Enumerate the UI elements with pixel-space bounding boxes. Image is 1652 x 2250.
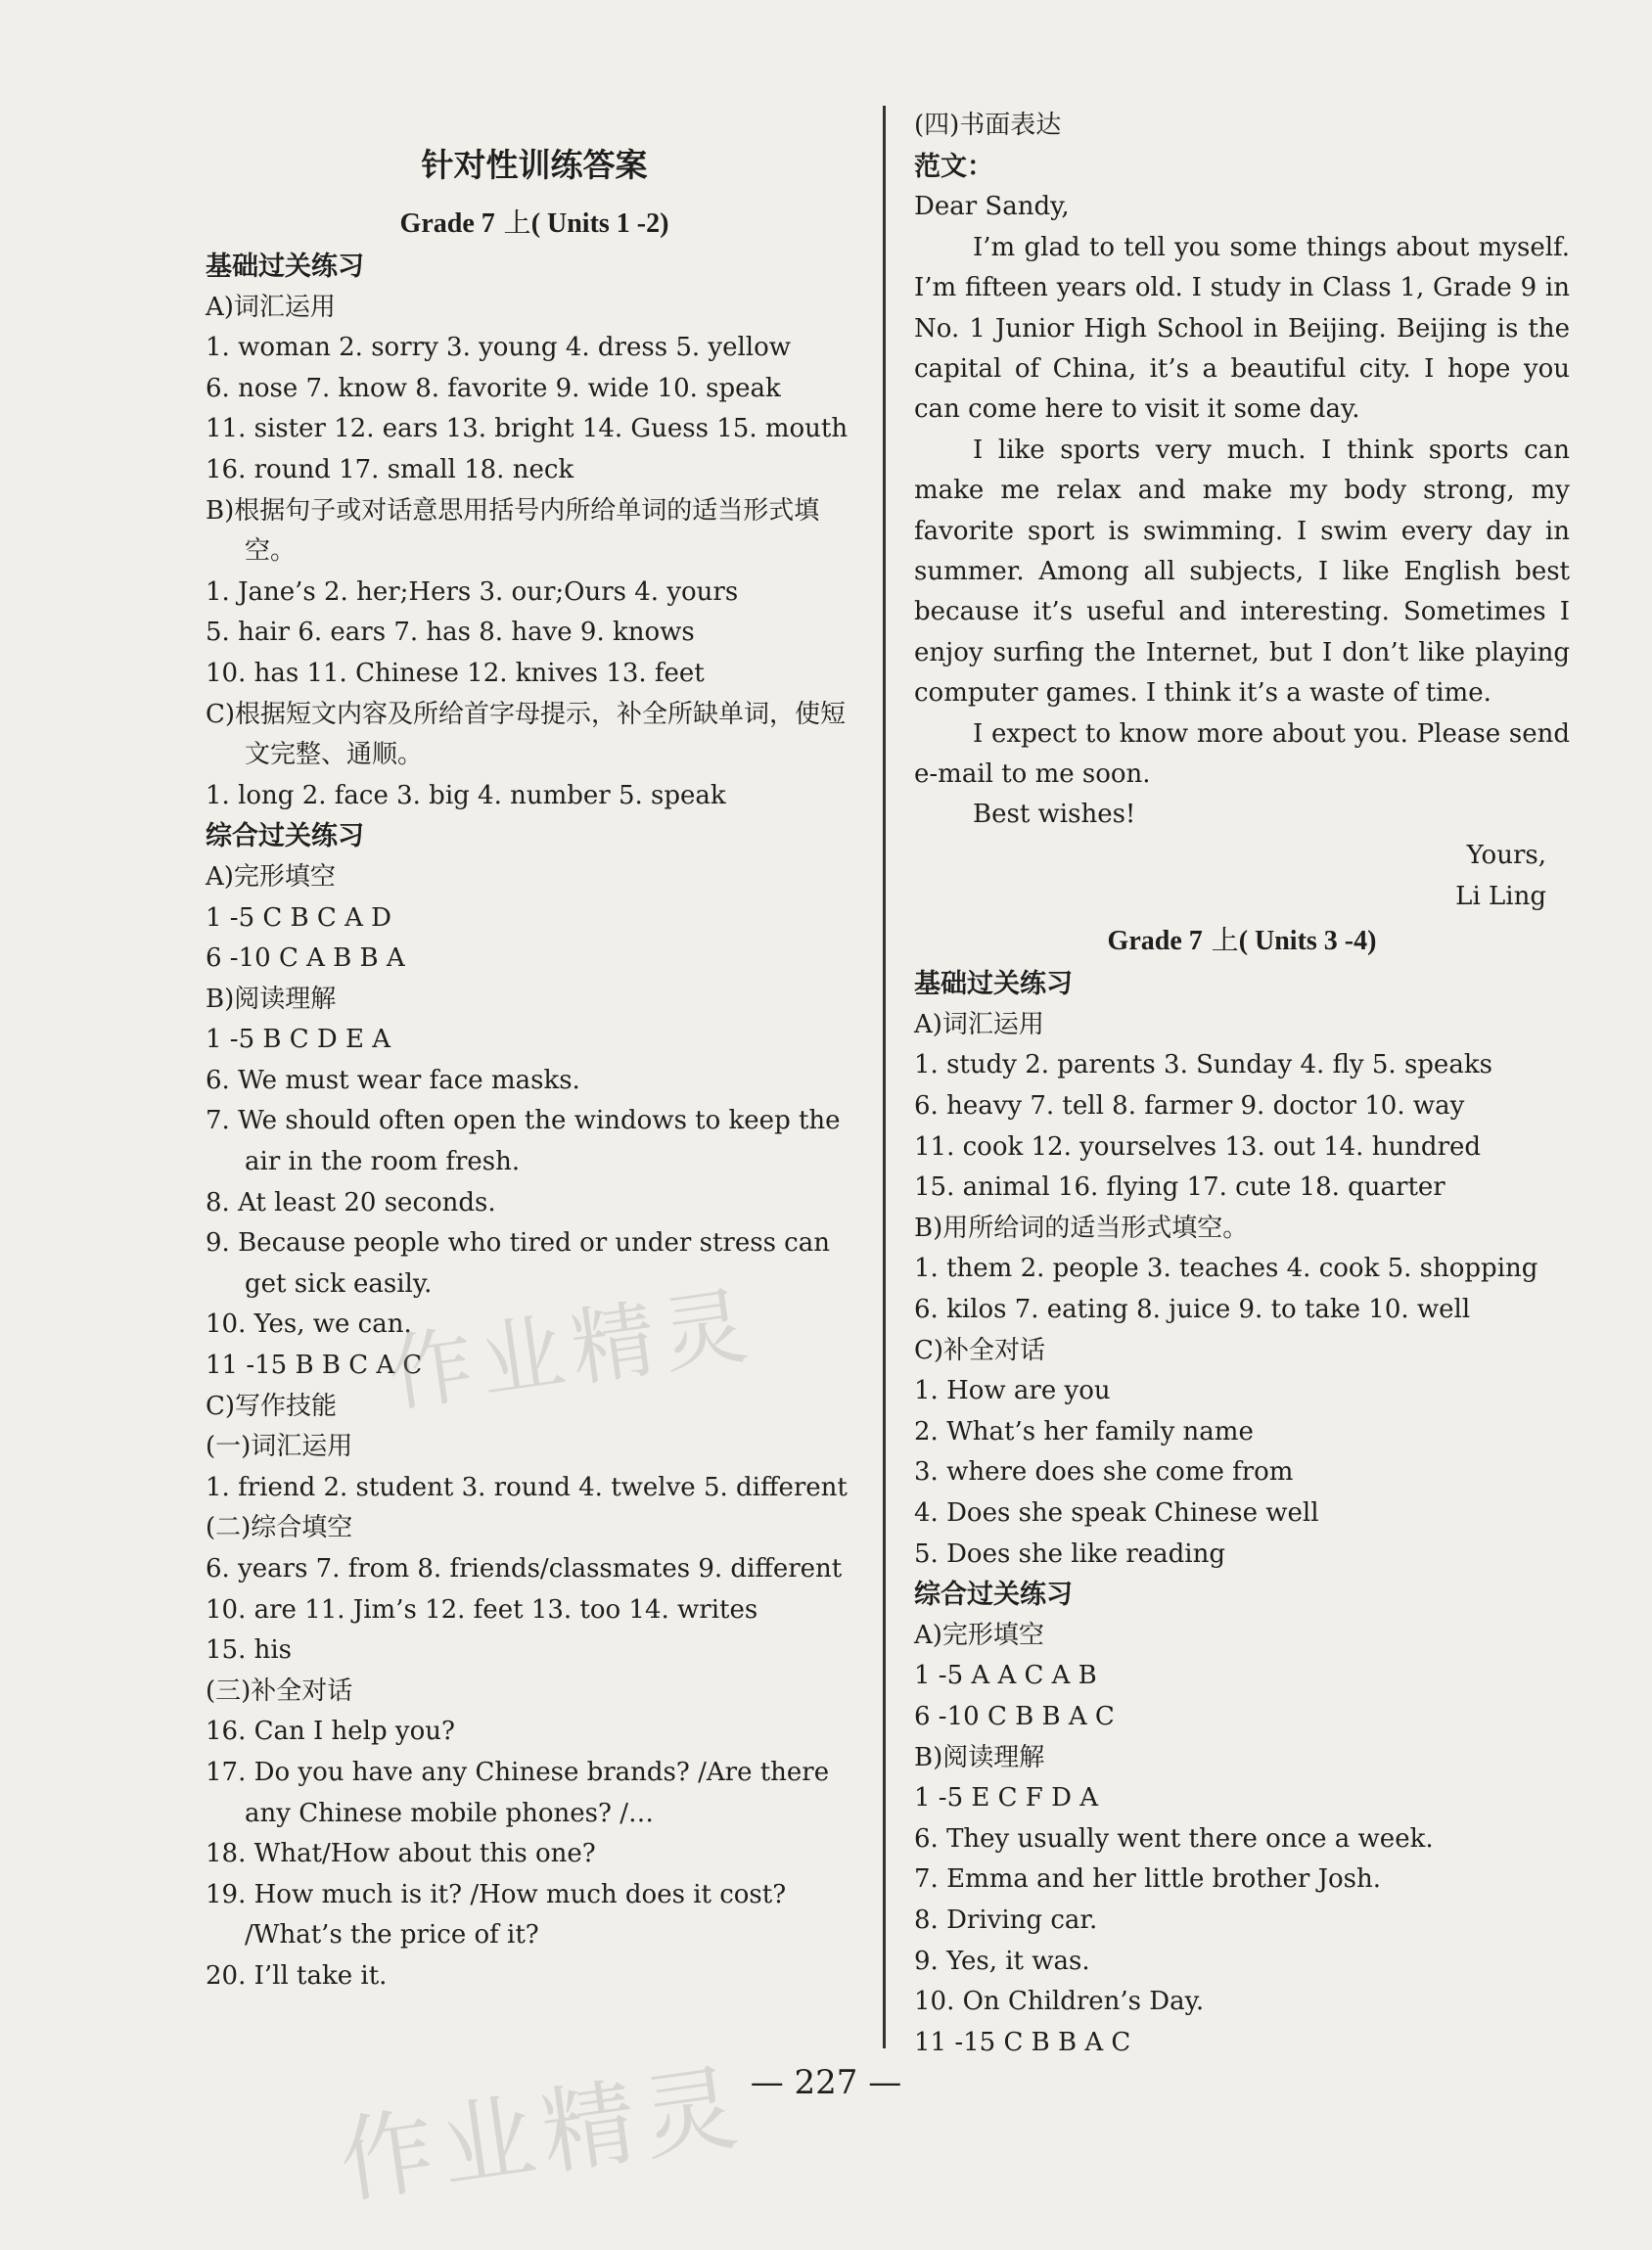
answer-line: 1. How are you <box>914 1376 1111 1406</box>
letter-paragraph: I’m glad to tell you some things about myself. I’m fifteen years old. I study in Class 1, Grade 9 in No. 1 Junior High School in Beijing. Beijing is the capital of China, it’s a beautiful city. I hope you can come here to visit it some day. <box>914 232 1570 425</box>
subsection-title: C)写作技能 <box>206 1391 338 1421</box>
grade-heading-units-1-2 <box>206 200 863 247</box>
letter-sign-yours: Yours, <box>1466 841 1546 871</box>
letter-paragraph: I like sports very much. I think sports can make me relax and make my body strong, my favorite sport is swimming. I swim every day in summer. Among all subjects, I like English best because it’s useful and interesting. Sometimes I enjoy surfing the Internet, but I don’t like playing computer games. I think it’s a waste of time. <box>914 435 1570 709</box>
answer-line: 3. where does she come from <box>914 1457 1294 1488</box>
comprehensive-practice-title: 综合过关练习 <box>914 1580 1073 1611</box>
column-divider <box>883 106 886 2048</box>
answer-line: 10. has 11. Chinese 12. knives 13. feet <box>206 658 705 688</box>
letter-salutation: Dear Sandy, <box>914 192 1070 222</box>
answer-line: 5. Does she like reading <box>914 1538 1226 1569</box>
answer-line: 8. Driving car. <box>914 1905 1098 1935</box>
answer-line: 11. sister 12. ears 13. bright 14. Guess 15. mouth <box>206 414 849 444</box>
answer-line: 20. I’ll take it. <box>206 1960 388 1991</box>
subsection-title: (二)综合填空 <box>206 1513 353 1543</box>
answer-line: 7. Emma and her little brother Josh. <box>914 1864 1382 1895</box>
right-column <box>914 106 1570 2063</box>
subsection-title: B)根据句子或对话意思用括号内所给单词的适当形式填空。 <box>206 495 820 567</box>
answer-line: 11 -15 B B C A C <box>206 1351 423 1381</box>
grade-zh: 上 <box>1211 924 1239 957</box>
subsection-title: (一)词汇运用 <box>206 1432 353 1462</box>
answer-line: 1 -5 A A C A B <box>914 1661 1097 1691</box>
answer-line: 6. heavy 7. tell 8. farmer 9. doctor 10. way <box>914 1091 1465 1122</box>
answer-line: 5. hair 6. ears 7. has 8. have 9. knows <box>206 618 695 648</box>
grade-zh: 上 <box>503 207 531 239</box>
answer-line: 15. animal 16. flying 17. cute 18. quarter <box>914 1172 1446 1203</box>
subsection-title: B)阅读理解 <box>914 1742 1045 1772</box>
answer-line: 16. round 17. small 18. neck <box>206 454 574 484</box>
answer-line: 7. We should often open the windows to keep the air in the room fresh. <box>206 1106 841 1177</box>
subsection-title: A)词汇运用 <box>206 292 336 322</box>
answer-line: 4. Does she speak Chinese well <box>914 1497 1319 1528</box>
answer-line: 9. Because people who tired or under stress can get sick easily. <box>206 1228 830 1299</box>
answer-line: 1 -5 B C D E A <box>206 1025 391 1055</box>
subsection-title: (三)补全对话 <box>206 1676 353 1706</box>
answer-line: 6. nose 7. know 8. favorite 9. wide 10. speak <box>206 373 781 403</box>
comprehensive-practice-title: 综合过关练习 <box>206 821 364 852</box>
answer-line: 11 -15 C B B A C <box>914 2027 1131 2057</box>
answer-line: 8. At least 20 seconds. <box>206 1187 496 1217</box>
watermark: 作业精灵 <box>382 1276 761 1425</box>
answer-line: 16. Can I help you? <box>206 1717 455 1747</box>
page-title: 针对性训练答案 <box>421 146 648 184</box>
answer-line: 6 -10 C A B B A <box>206 943 405 974</box>
answer-line: 6. years 7. from 8. friends/classmates 9. different <box>206 1554 843 1584</box>
grade-label: Grade 7 <box>1107 926 1203 957</box>
answer-line: 10. Yes, we can. <box>206 1309 412 1340</box>
answer-line: 1. study 2. parents 3. Sunday 4. fly 5. speaks <box>914 1050 1492 1080</box>
subsection-title: C)根据短文内容及所给首字母提示，补全所缺单词，使短文完整、通顺。 <box>206 699 847 770</box>
answer-line: 11. cook 12. yourselves 13. out 14. hundred <box>914 1131 1482 1162</box>
basic-practice-title: 基础过关练习 <box>206 252 364 282</box>
answer-line: 17. Do you have any Chinese brands? /Are there any Chinese mobile phones? /… <box>206 1757 830 1828</box>
left-column <box>206 106 863 1997</box>
answer-line: 1. Jane’s 2. her;Hers 3. our;Ours 4. yours <box>206 576 739 607</box>
answer-line: 1. friend 2. student 3. round 4. twelve 5. different <box>206 1472 848 1502</box>
subsection-title: B)用所给词的适当形式填空。 <box>914 1213 1249 1243</box>
answer-line: 6 -10 C B B A C <box>914 1701 1115 1731</box>
answer-line: 10. are 11. Jim’s 12. feet 13. too 14. writes <box>206 1594 758 1625</box>
grade-label: Grade 7 <box>399 208 495 239</box>
grade-heading-units-3-4 <box>914 917 1570 964</box>
answer-line: 1 -5 C B C A D <box>206 902 391 933</box>
watermark: 作业精灵 <box>333 2051 752 2218</box>
subsection-title: A)完形填空 <box>206 861 336 892</box>
answer-line: 2. What’s her family name <box>914 1416 1254 1446</box>
sample-label: 范文： <box>914 151 993 182</box>
subsection-title: A)词汇运用 <box>914 1009 1044 1039</box>
answer-line: 6. We must wear face masks. <box>206 1065 580 1095</box>
units-label: ( Units 3 -4) <box>1238 926 1377 957</box>
subsection-title: C)补全对话 <box>914 1335 1046 1365</box>
letter-closing: Best wishes! <box>973 800 1136 830</box>
answer-line: 18. What/How about this one? <box>206 1839 596 1869</box>
letter-paragraph: I expect to know more about you. Please send e-mail to me soon. <box>914 718 1570 790</box>
answer-line: 6. kilos 7. eating 8. juice 9. to take 10. well <box>914 1295 1471 1324</box>
answer-line: 1 -5 E C F D A <box>914 1783 1098 1814</box>
answer-line: 15. his <box>206 1635 293 1666</box>
subsection-title: B)阅读理解 <box>206 984 337 1014</box>
answer-line: 1. long 2. face 3. big 4. number 5. speak <box>206 780 726 810</box>
answer-line: 6. They usually went there once a week. <box>914 1823 1434 1854</box>
answer-line: 9. Yes, it was. <box>914 1946 1090 1976</box>
basic-practice-title: 基础过关练习 <box>914 969 1073 1000</box>
answer-line: 1. them 2. people 3. teaches 4. cook 5. shopping <box>914 1254 1538 1284</box>
page-number: — 227 — <box>750 2063 902 2102</box>
answer-line: 10. On Children’s Day. <box>914 1987 1205 2017</box>
units-label: ( Units 1 -2) <box>530 208 669 239</box>
answer-line: 1. woman 2. sorry 3. young 4. dress 5. yellow <box>206 333 791 363</box>
answer-line: 19. How much is it? /How much does it cost? /What’s the price of it? <box>206 1879 787 1951</box>
subsection-title: A)完形填空 <box>914 1620 1044 1650</box>
subsection-title: (四)书面表达 <box>914 111 1062 140</box>
letter-sign-name: Li Ling <box>1455 881 1546 911</box>
